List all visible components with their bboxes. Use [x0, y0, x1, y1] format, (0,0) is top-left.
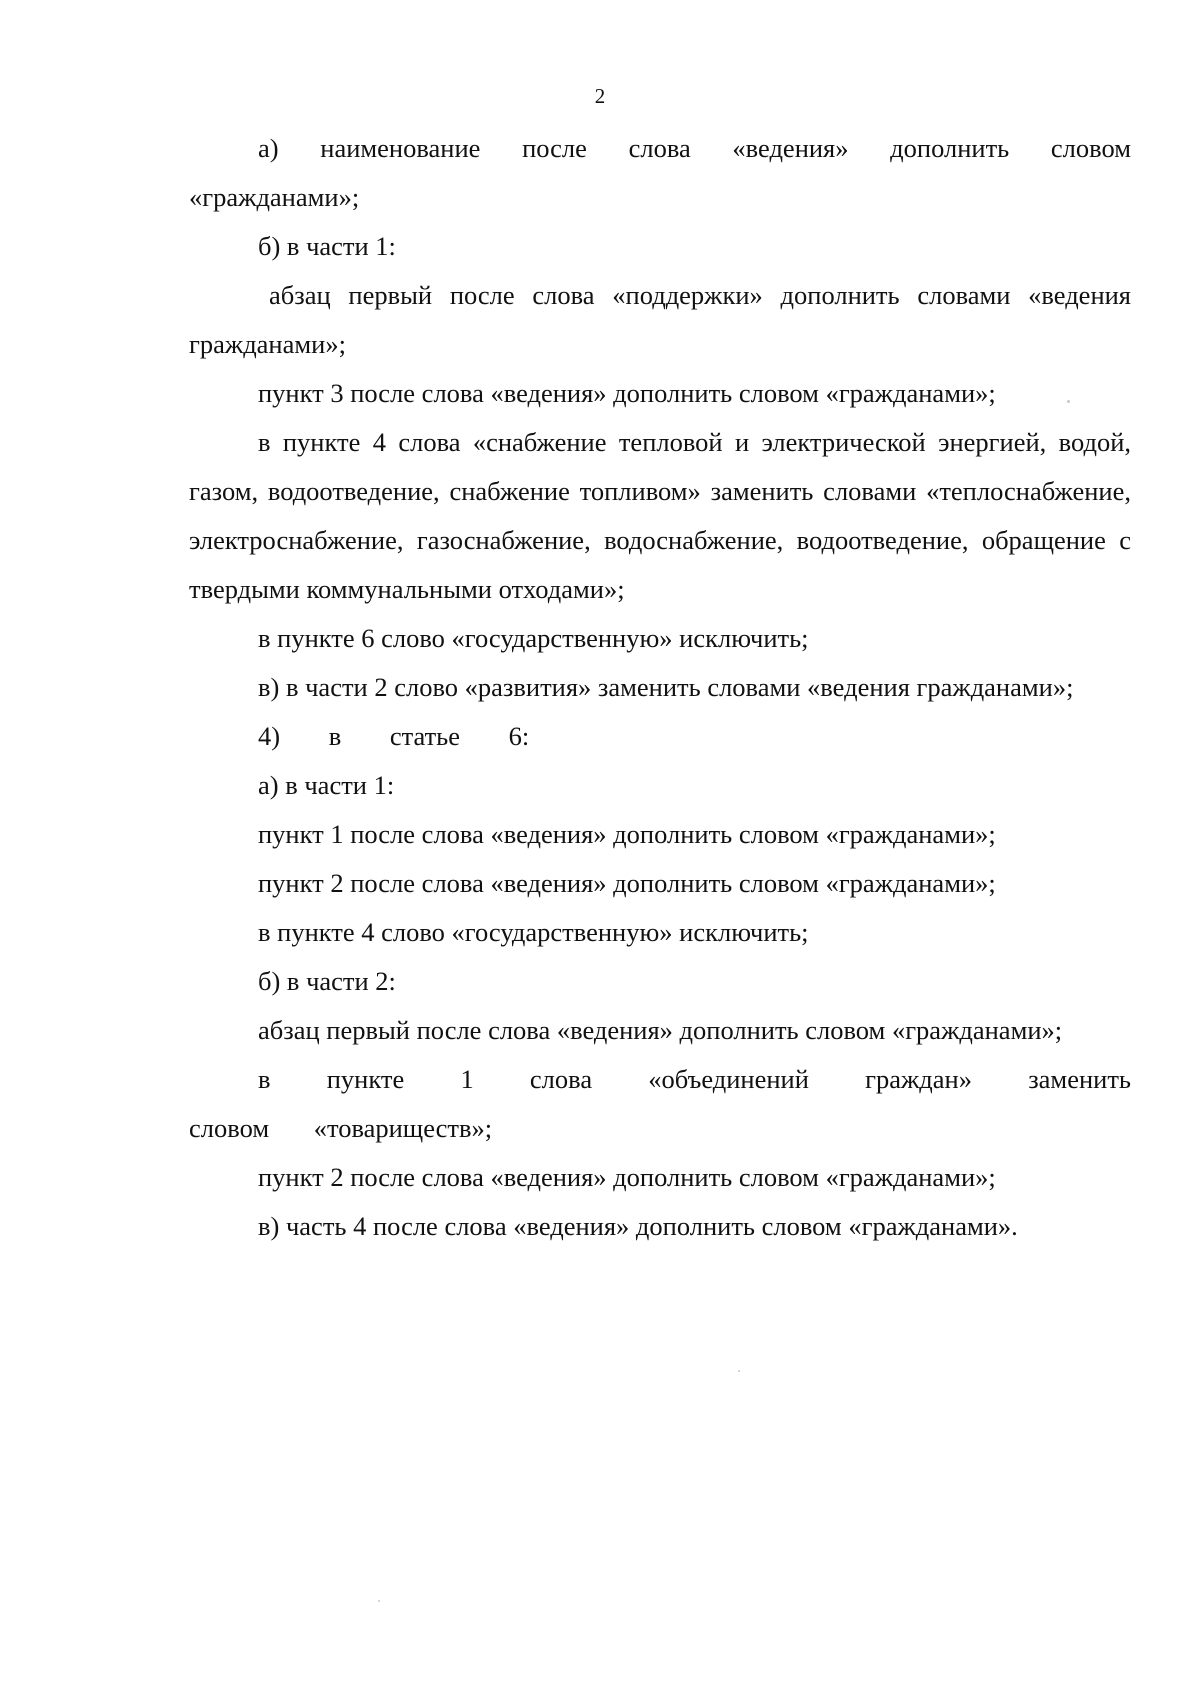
paragraph-punkt4-state: в пункте 4 слово «государственную» исключить;	[258, 917, 809, 947]
paragraph-a-part1: а) в части 1:	[258, 770, 395, 800]
paragraph-punkt1: пункт 1 после слова «ведения» дополнить словом «гражданами»;	[258, 819, 996, 849]
paragraph-b-part1: б) в части 1:	[258, 231, 396, 261]
scan-speck	[1067, 400, 1070, 403]
paragraph-punkt3: пункт 3 после слова «ведения» дополнить словом «гражданами»;	[258, 378, 996, 408]
paragraph-abzac-first: абзац первый после слова «поддержки» дополнить словами «ведения гражданами»;	[189, 280, 1131, 359]
scan-speck	[738, 1370, 740, 1372]
paragraph-v-part4: в) часть 4 после слова «ведения» дополнить словом «гражданами».	[258, 1211, 1018, 1241]
paragraph-a-name: а) наименование после слова «ведения» дополнить словом «гражданами»;	[189, 133, 1131, 212]
paragraph-article6: 4) в статье 6:	[258, 721, 530, 751]
paragraph-abzac-first-2: абзац первый после слова «ведения» дополнить словом «гражданами»;	[258, 1015, 1063, 1045]
paragraph-punkt2-2: пункт 2 после слова «ведения» дополнить словом «гражданами»;	[258, 1162, 996, 1192]
page-number: 2	[594, 84, 606, 108]
paragraph-b-part2: б) в части 2:	[258, 966, 396, 996]
paragraph-punkt6: в пункте 6 слово «государственную» исключить;	[258, 623, 809, 653]
paragraph-punkt4: в пункте 4 слова «снабжение тепловой и электрической энергией, водой, газом, водоотведение, снабжение топливом» заменить словами «теплоснабжение, электроснабжение, газоснабжение, водоснабжение, водоотведение, обращение с твердыми коммунальными отходами»;	[189, 427, 1131, 604]
paragraph-v-part2: в) в части 2 слово «развития» заменить словами «ведения гражданами»;	[258, 672, 1074, 702]
paragraph-punkt1-objed: в пункте 1 слова «объединений граждан» заменить словом «товариществ»;	[189, 1064, 1131, 1143]
scan-speck	[378, 1600, 380, 1602]
paragraph-punkt2: пункт 2 после слова «ведения» дополнить словом «гражданами»;	[258, 868, 996, 898]
document-body	[189, 124, 1131, 1251]
